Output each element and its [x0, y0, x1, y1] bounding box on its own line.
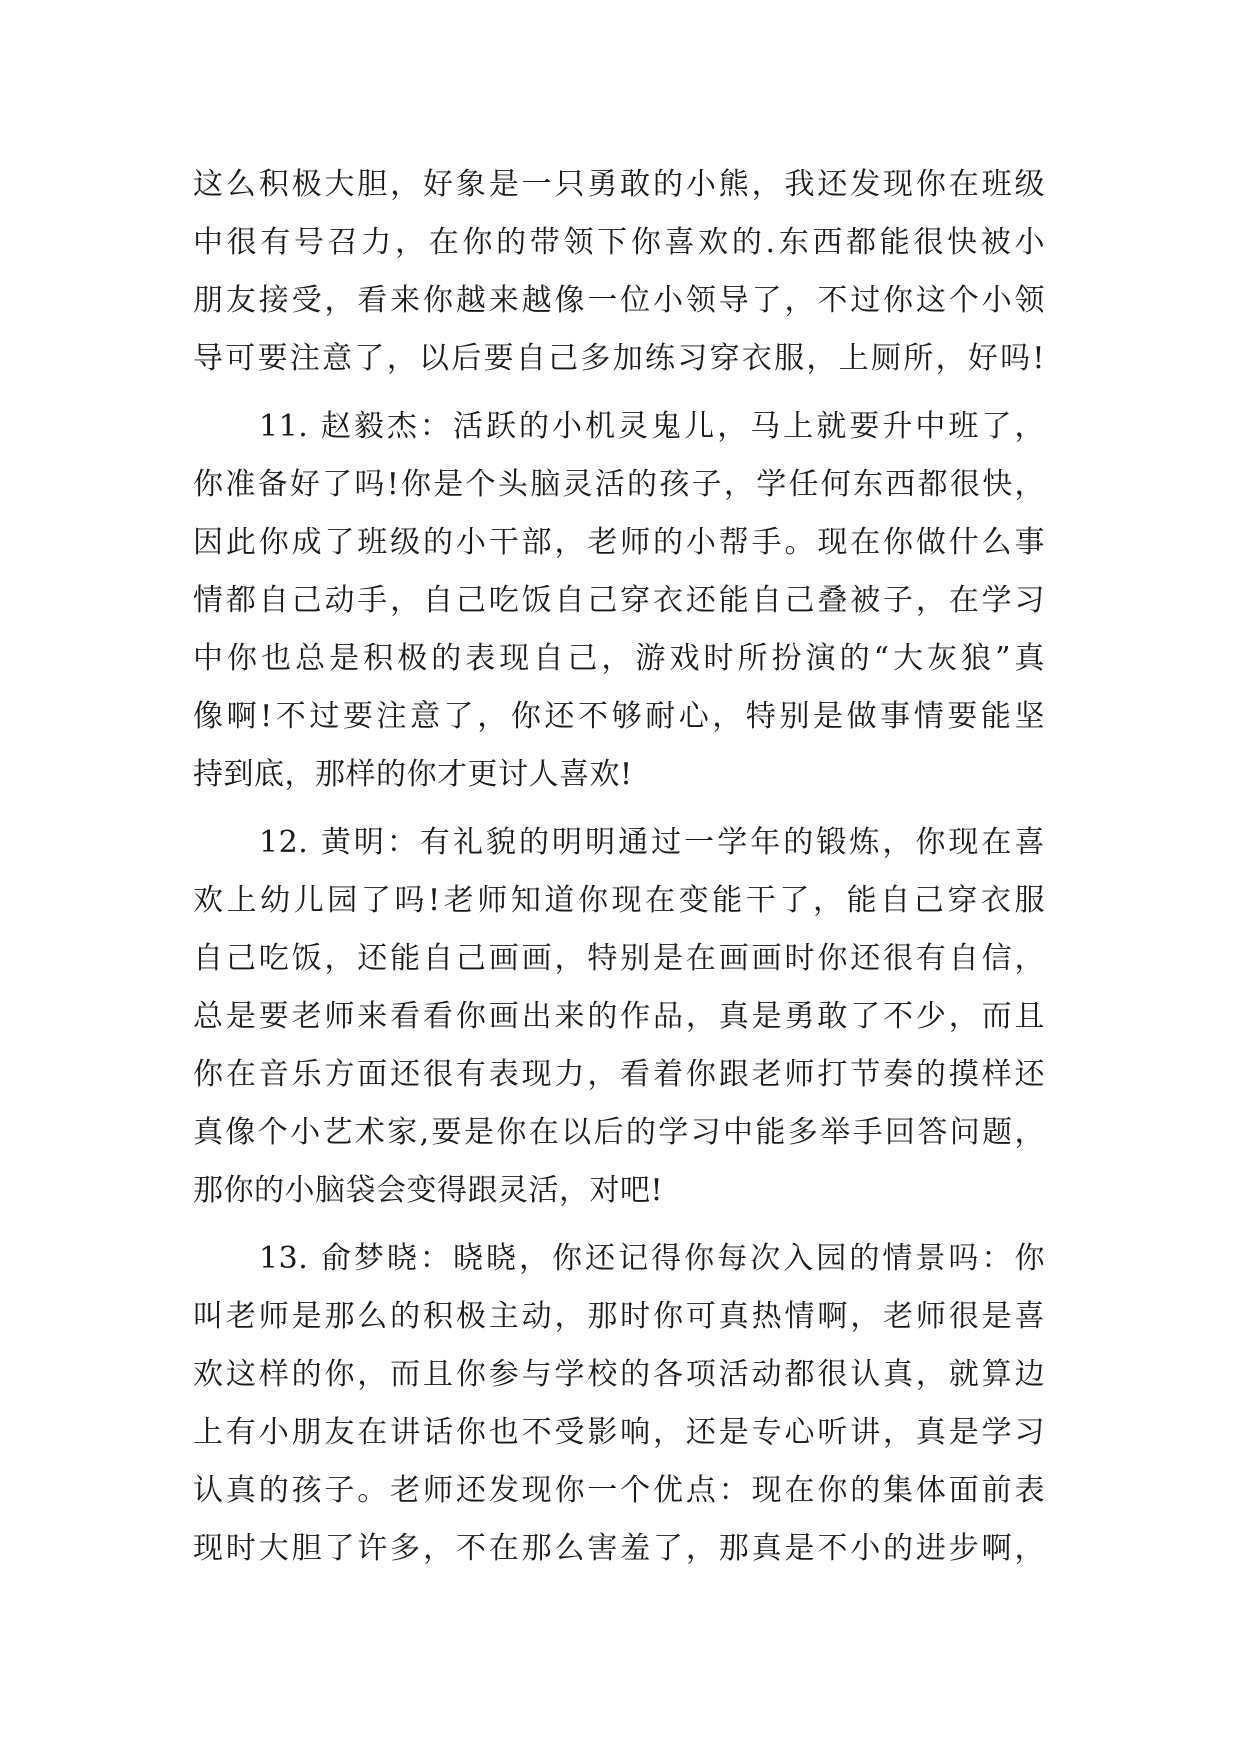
text-line: 总是要老师来看看你画出来的作品，真是勇敢了不少，而且 — [193, 999, 1045, 1034]
text-line: 像啊!不过要注意了，你还不够耐心，特别是做事情要能坚 — [193, 699, 1045, 734]
text-line: 中很有号召力，在你的带领下你喜欢的.东西都能很快被小 — [193, 225, 1045, 260]
text-line: 那你的小脑袋会变得跟灵活，对吧! — [193, 1173, 664, 1208]
text-line: 欢这样的你，而且你参与学校的各项活动都很认真，就算边 — [193, 1357, 1045, 1392]
paragraph-item-13 — [193, 1230, 1045, 1578]
text-line: 因此你成了班级的小干部，老师的小帮手。现在你做什么事 — [193, 525, 1045, 560]
text-line: 中你也总是积极的表现自己，游戏时所扮演的“大灰狼”真 — [193, 641, 1045, 676]
paragraph-item-11 — [193, 398, 1045, 804]
text-line: 12. 黄明：有礼貌的明明通过一学年的锻炼，你现在喜 — [193, 825, 1045, 860]
document-page — [193, 156, 1045, 1588]
text-line: 朋友接受，看来你越来越像一位小领导了，不过你这个小领 — [193, 283, 1045, 318]
text-line: 认真的孩子。老师还发现你一个优点：现在你的集体面前表 — [193, 1473, 1045, 1508]
text-line: 导可要注意了，以后要自己多加练习穿衣服，上厕所，好吗! — [193, 341, 1045, 376]
text-line: 叫老师是那么的积极主动，那时你可真热情啊，老师很是喜 — [193, 1299, 1045, 1334]
text-line: 13. 俞梦晓：晓晓，你还记得你每次入园的情景吗：你 — [193, 1241, 1045, 1276]
text-line: 欢上幼儿园了吗!老师知道你现在变能干了，能自己穿衣服 — [193, 883, 1045, 918]
text-line: 情都自己动手，自己吃饭自己穿衣还能自己叠被子，在学习 — [193, 583, 1045, 618]
paragraph-item-12 — [193, 814, 1045, 1220]
text-line: 11. 赵毅杰：活跃的小机灵鬼儿，马上就要升中班了， — [193, 409, 1045, 444]
text-line: 你在音乐方面还很有表现力，看着你跟老师打节奏的摸样还 — [193, 1057, 1045, 1092]
text-line: 持到底，那样的你才更讨人喜欢! — [193, 757, 633, 792]
text-line: 这么积极大胆，好象是一只勇敢的小熊，我还发现你在班级 — [193, 167, 1045, 202]
text-line: 上有小朋友在讲话你也不受影响，还是专心听讲，真是学习 — [193, 1415, 1045, 1450]
text-line: 真像个小艺术家,要是你在以后的学习中能多举手回答问题， — [193, 1115, 1045, 1150]
text-line: 现时大胆了许多，不在那么害羞了，那真是不小的进步啊， — [193, 1531, 1045, 1566]
paragraph-continuation — [193, 156, 1045, 388]
text-line: 你准备好了吗!你是个头脑灵活的孩子，学任何东西都很快， — [193, 467, 1045, 502]
text-line: 自己吃饭，还能自己画画，特别是在画画时你还很有自信， — [193, 941, 1045, 976]
